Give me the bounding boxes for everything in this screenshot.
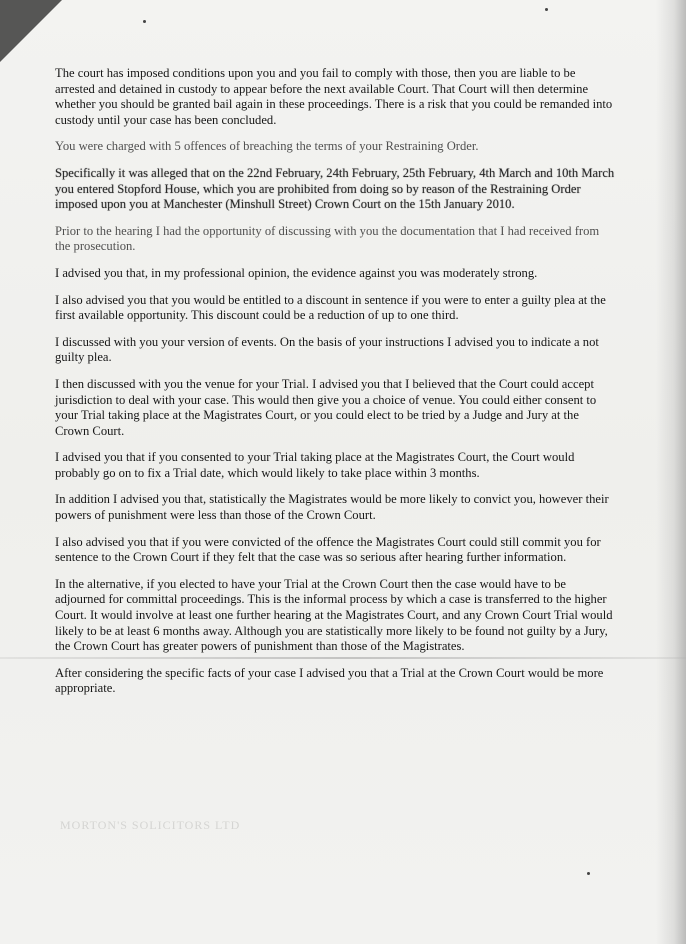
page-edge-shadow [656, 0, 686, 944]
paragraph-magistrates-trial: I advised you that if you consented to your Trial taking place at the Magistrates Court, the Court would probably go on to fix a Trial date, which would likely to take place within 3 months. [55, 450, 575, 480]
folded-corner-shadow [0, 0, 62, 62]
footer-watermark: MORTON'S SOLICITORS LTD [60, 818, 241, 832]
paragraph-allegation: Specifically it was alleged that on the 22nd February, 24th February, 25th February, 4th March and 10th March you entered Stopford House, which you are prohibited from doing so by reason of the Restraining Order imposed upon you at Manchester (Minshull Street) Crown Court on the 15th January 2010. [55, 165, 615, 212]
paragraph-committal-for-sentence: I also advised you that if you were convicted of the offence the Magistrates Court could still commit you for sentence to the Crown Court if they felt that the case was so serious after hearing further information. [55, 534, 601, 565]
paragraph-conviction-likelihood: In addition I advised you that, statistically the Magistrates would be more likely to convict you, however their powers of punishment were less than those of the Crown Court. [55, 492, 609, 523]
paragraph-prior-hearing: Prior to the hearing I had the opportunity of discussing with you the documentation that I had received from the prosecution. [55, 223, 600, 254]
paragraph-crown-court-alternative: In the alternative, if you elected to have your Trial at the Crown Court then the case would have to be adjourned for committal proceedings. This is the informal process by which a case is transferred to the higher Court. It would involve at least one further hearing at the Magistrates Court, and any Crown Court Trial would likely to be at least 6 months away. Although you are statistically more likely to be found not guilty by a Jury, the Crown Court has greater powers of punishment than those of the Magistrates. [55, 576, 613, 654]
paragraph-trial-venue: I then discussed with you the venue for your Trial. I advised you that I believed that the Court could accept jurisdiction to deal with your case. This would then give you a choice of venue. You could either consent to your Trial taking place at the Magistrates Court, or you could elect to be tried by a Judge and Jury at the Crown Court. [55, 376, 597, 438]
scan-speck [587, 872, 590, 875]
letter-body [55, 66, 615, 708]
paragraph-version-of-events: I discussed with you your version of events. On the basis of your instructions I advised you to indicate a not guilty plea. [55, 334, 599, 365]
scan-speck [143, 20, 146, 23]
paragraph-sentence-discount: I also advised you that you would be entitled to a discount in sentence if you were to enter a guilty plea at the first available opportunity. This discount could be a reduction of up to one third. [55, 292, 606, 323]
paragraph-advice-conclusion: After considering the specific facts of your case I advised you that a Trial at the Crown Court would be more appropriate. [55, 665, 604, 696]
paragraph-bail-conditions: The court has imposed conditions upon you and you fail to comply with those, then you are liable to be arrested and detained in custody to appear before the next available Court. That Court will then determine whether you should be granted bail again in these proceedings. There is a risk that you could be remanded into custody until your case has been concluded. [55, 66, 613, 127]
paragraph-evidence-opinion: I advised you that, in my professional opinion, the evidence against you was moderately strong. [55, 265, 538, 280]
paragraph-charges: You were charged with 5 offences of breaching the terms of your Restraining Order. [55, 139, 479, 154]
scan-speck [545, 8, 548, 11]
